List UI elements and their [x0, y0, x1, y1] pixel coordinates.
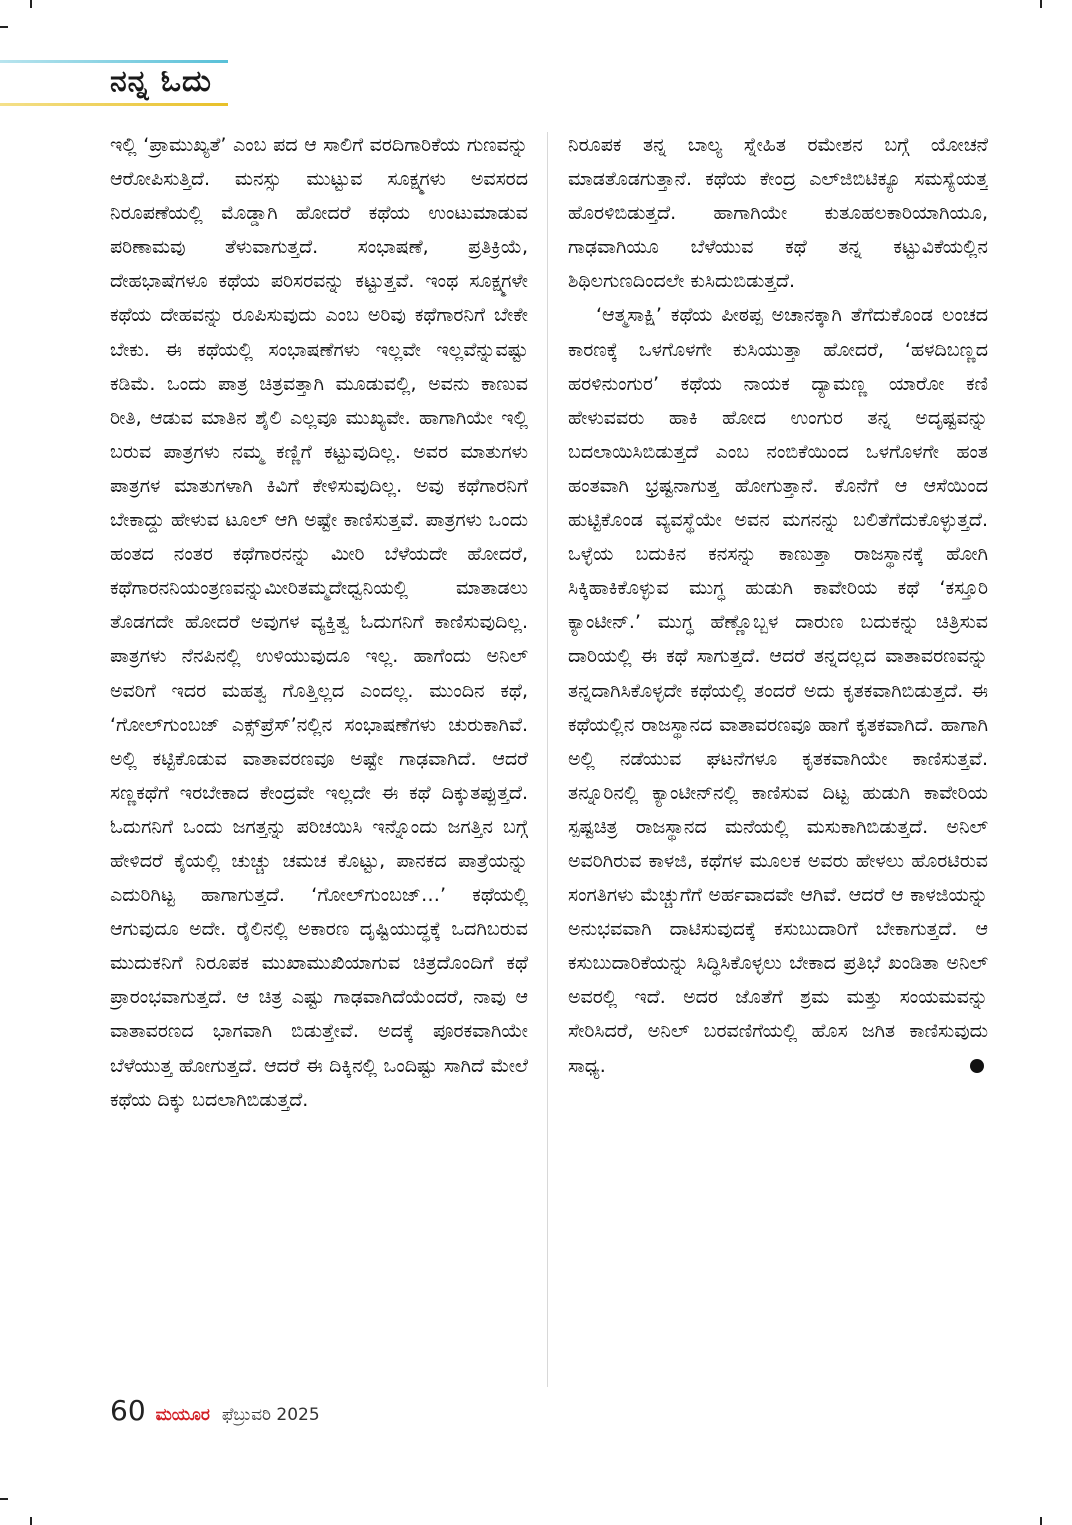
- issue-date: ಫೆಬ್ರುವರಿ 2025: [221, 1405, 320, 1425]
- crop-mark: [0, 1498, 8, 1500]
- end-mark-icon: [970, 1059, 984, 1073]
- article-paragraph-text: ‘ಆತ್ಮಸಾಕ್ಷಿ’ ಕಥೆಯ ಪೀಠಪ್ಪ ಅಚಾನಕ್ಕಾಗಿ ತೆಗೆದುಕೊಂಡ ಲಂಚದ ಕಾರಣಕ್ಕೆ ಒಳಗೊಳಗೇ ಕುಸಿಯುತ್ತಾ ಹೋದರೆ, ‘ಹಳದಿಬಣ್ಣದ ಹರಳಿನುಂಗುರ’ ಕಥೆಯ ನಾಯಕ ದ್ಯಾಮಣ್ಣ ಯಾರೋ ಕಣಿ ಹೇಳುವವರು ಹಾಕಿ ಹೋದ ಉಂಗುರ ತನ್ನ ಅದೃಷ್ಟವನ್ನು ಬದಲಾಯಿಸಿಬಿಡುತ್ತದೆ ಎಂಬ ನಂಬಿಕೆಯಿಂದ ಒಳಗೊಳಗೇ ಹಂತ ಹಂತವಾಗಿ ಭ್ರಷ್ಟನಾಗುತ್ತ ಹೋಗುತ್ತಾನೆ. ಕೊನೆಗೆ ಆ ಆಸೆಯಿಂದ ಹುಟ್ಟಿಕೊಂಡ ವ್ಯವಸ್ಥೆಯೇ ಅವನ ಮಗನನ್ನು ಬಲಿತೆಗೆದುಕೊಳ್ಳುತ್ತದೆ. ಒಳ್ಳೆಯ ಬದುಕಿನ ಕನಸನ್ನು ಕಾಣುತ್ತಾ ರಾಜಸ್ಥಾನಕ್ಕೆ ಹೋಗಿ ಸಿಕ್ಕಿಹಾಕಿಕೊಳ್ಳುವ ಮುಗ್ಧ ಹುಡುಗಿ ಕಾವೇರಿಯ ಕಥೆ ‘ಕಸ್ತೂರಿ ಕ್ಯಾಂಟೀನ್.’ ಮುಗ್ಧ ಹೆಣ್ಣೊಬ್ಬಳ ದಾರುಣ ಬದುಕನ್ನು ಚಿತ್ರಿಸುವ ದಾರಿಯಲ್ಲಿ ಈ ಕಥೆ ಸಾಗುತ್ತದೆ. ಆದರೆ ತನ್ನದಲ್ಲದ ವಾತಾವರಣವನ್ನು ತನ್ನದಾಗಿಸಿಕೊಳ್ಳದೇ ಕಥೆಯಲ್ಲಿ ತಂದರೆ ಅದು ಕೃತಕವಾಗಿಬಿಡುತ್ತದೆ. ಈ ಕಥೆಯಲ್ಲಿನ ರಾಜಸ್ಥಾನದ ವಾತಾವರಣವೂ ಹಾಗೆ ಕೃತಕವಾಗಿದೆ. ಹಾಗಾಗಿ ಅಲ್ಲಿ ನಡೆಯುವ ಘಟನೆಗಳೂ ಕೃತಕವಾಗಿಯೇ ಕಾಣಿಸುತ್ತವೆ. ತನ್ನೂರಿನಲ್ಲಿ ಕ್ಯಾಂಟೀನ್‌ನಲ್ಲಿ ಕಾಣಿಸುವ ದಿಟ್ಟ ಹುಡುಗಿ ಕಾವೇರಿಯ ಸ್ಪಷ್ಟಚಿತ್ರ ರಾಜಸ್ಥಾನದ ಮನೆಯಲ್ಲಿ ಮಸುಕಾಗಿಬಿಡುತ್ತದೆ. ಅನಿಲ್ ಅವರಿಗಿರುವ ಕಾಳಜಿ, ಕಥೆಗಳ ಮೂಲಕ ಅವರು ಹೇಳಲು ಹೊರಟಿರುವ ಸಂಗತಿಗಳು ಮೆಚ್ಚುಗೆಗೆ ಅರ್ಹವಾದವೇ ಆಗಿವೆ. ಆದರೆ ಆ ಕಾಳಜಿಯನ್ನು ಅನುಭವವಾಗಿ ದಾಟಿಸುವುದಕ್ಕೆ ಕಸುಬುದಾರಿಗೆ ಬೇಕಾಗುತ್ತದೆ. ಆ ಕಸುಬುದಾರಿಕೆಯನ್ನು ಸಿದ್ಧಿಸಿಕೊಳ್ಳಲು ಬೇಕಾದ ಪ್ರತಿಭೆ ಖಂಡಿತಾ ಅನಿಲ್ ಅವರಲ್ಲಿ ಇದೆ. ಅದರ ಜೊತೆಗೆ ಶ್ರಮ ಮತ್ತು ಸಂಯಮವನ್ನು ಸೇರಿಸಿದರೆ, ಅನಿಲ್ ಬರವಣಿಗೆಯಲ್ಲಿ ಹೊಸ ಜಗಿತ ಕಾಣಿಸುವುದು ಸಾಧ್ಯ.: [568, 304, 988, 1077]
- article-column-left: [110, 128, 528, 1388]
- page-number: 60: [110, 1394, 146, 1427]
- crop-mark: [0, 26, 8, 28]
- crop-mark: [1040, 0, 1042, 8]
- article-column-right: [568, 128, 988, 1388]
- crop-mark: [30, 1517, 32, 1525]
- article-paragraph: ನಿರೂಪಕ ತನ್ನ ಬಾಲ್ಯ ಸ್ನೇಹಿತ ರಮೇಶನ ಬಗ್ಗೆ ಯೋಚನೆ ಮಾಡತೊಡಗುತ್ತಾನೆ. ಕಥೆಯ ಕೇಂದ್ರ ಎಲ್‌ಜಿಬಿಟಿಕ್ಯೂ ಸಮಸ್ಯೆಯತ್ತ ಹೊರಳಿಬಿಡುತ್ತದೆ. ಹಾಗಾಗಿಯೇ ಕುತೂಹಲಕಾರಿಯಾಗಿಯೂ, ಗಾಢವಾಗಿಯೂ ಬೆಳೆಯುವ ಕಥೆ ತನ್ನ ಕಟ್ಟುವಿಕೆಯಲ್ಲಿನ ಶಿಥಿಲಗುಣದಿಂದಲೇ ಕುಸಿದುಬಿಡುತ್ತದೆ.: [568, 134, 988, 293]
- magazine-logo: ಮಯೂರ: [155, 1405, 210, 1425]
- header-rule-bottom: [0, 103, 228, 106]
- header-rule-top: [0, 60, 228, 63]
- article-paragraph: [568, 298, 988, 1082]
- column-divider: [547, 132, 548, 1387]
- page-footer: [110, 1394, 320, 1426]
- article-paragraph: ಇಲ್ಲಿ ‘ಪ್ರಾಮುಖ್ಯತೆ’ ಎಂಬ ಪದ ಆ ಸಾಲಿಗೆ ವರದಿಗಾರಿಕೆಯ ಗುಣವನ್ನು ಆರೋಪಿಸುತ್ತಿದೆ. ಮನಸ್ಸು ಮುಟ್ಟುವ ಸೂಕ್ಷ್ಮಗಳು ಅವಸರದ ನಿರೂಪಣೆಯಲ್ಲಿ ಮೊಡ್ಡಾಗಿ ಹೋದರೆ ಕಥೆಯ ಉಂಟುಮಾಡುವ ಪರಿಣಾಮವು ತೆಳುವಾಗುತ್ತದೆ. ಸಂಭಾಷಣೆ, ಪ್ರತಿಕ್ರಿಯೆ, ದೇಹಭಾಷೆಗಳೂ ಕಥೆಯ ಪರಿಸರವನ್ನು ಕಟ್ಟುತ್ತವೆ. ಇಂಥ ಸೂಕ್ಷ್ಮಗಳೇ ಕಥೆಯ ದೇಹವನ್ನು ರೂಪಿಸುವುದು ಎಂಬ ಅರಿವು ಕಥೆಗಾರನಿಗೆ ಬೇಕೇ ಬೇಕು. ಈ ಕಥೆಯಲ್ಲಿ ಸಂಭಾಷಣೆಗಳು ಇಲ್ಲವೇ ಇಲ್ಲವೆನ್ನುವಷ್ಟು ಕಡಿಮೆ. ಒಂದು ಪಾತ್ರ ಚಿತ್ರವತ್ತಾಗಿ ಮೂಡುವಲ್ಲಿ, ಅವನು ಕಾಣುವ ರೀತಿ, ಆಡುವ ಮಾತಿನ ಶೈಲಿ ಎಲ್ಲವೂ ಮುಖ್ಯವೇ. ಹಾಗಾಗಿಯೇ ಇಲ್ಲಿ ಬರುವ ಪಾತ್ರಗಳು ನಮ್ಮ ಕಣ್ಣಿಗೆ ಕಟ್ಟುವುದಿಲ್ಲ. ಅವರ ಮಾತುಗಳು ಪಾತ್ರಗಳ ಮಾತುಗಳಾಗಿ ಕಿವಿಗೆ ಕೇಳಿಸುವುದಿಲ್ಲ. ಅವು ಕಥೆಗಾರನಿಗೆ ಬೇಕಾದ್ದು ಹೇಳುವ ಟೂಲ್ ಆಗಿ ಅಷ್ಟೇ ಕಾಣಿಸುತ್ತವೆ. ಪಾತ್ರಗಳು ಒಂದು ಹಂತದ ನಂತರ ಕಥೆಗಾರನನ್ನು ಮೀರಿ ಬೆಳೆಯದೇ ಹೋದರೆ, ಕಥೆಗಾರನನಿಯಂತ್ರಣವನ್ನುಮೀರಿತಮ್ಮದೇಧ್ವನಿಯಲ್ಲಿ ಮಾತಾಡಲು ತೊಡಗದೇ ಹೋದರೆ ಅವುಗಳ ವ್ಯಕ್ತಿತ್ವ ಓದುಗನಿಗೆ ಕಾಣಿಸುವುದಿಲ್ಲ. ಪಾತ್ರಗಳು ನೆನಪಿನಲ್ಲಿ ಉಳಿಯುವುದೂ ಇಲ್ಲ. ಹಾಗೆಂದು ಅನಿಲ್ ಅವರಿಗೆ ಇದರ ಮಹತ್ವ ಗೊತ್ತಿಲ್ಲದ ಎಂದಲ್ಲ. ಮುಂದಿನ ಕಥೆ, ‘ಗೋಲ್‌ಗುಂಬಜ್ ಎಕ್ಸ್‌ಪ್ರೆಸ್’ನಲ್ಲಿನ ಸಂಭಾಷಣೆಗಳು ಚುರುಕಾಗಿವೆ. ಅಲ್ಲಿ ಕಟ್ಟಿಕೊಡುವ ವಾತಾವರಣವೂ ಅಷ್ಟೇ ಗಾಢವಾಗಿದೆ. ಆದರೆ ಸಣ್ಣಕಥೆಗೆ ಇರಬೇಕಾದ ಕೇಂದ್ರವೇ ಇಲ್ಲದೇ ಈ ಕಥೆ ದಿಕ್ಕುತಪ್ಪುತ್ತದೆ. ಓದುಗನಿಗೆ ಒಂದು ಜಗತ್ತನ್ನು ಪರಿಚಯಿಸಿ ಇನ್ನೊಂದು ಜಗತ್ತಿನ ಬಗ್ಗೆ ಹೇಳಿದರೆ ಕೈಯಲ್ಲಿ ಚುಚ್ಚು ಚಮಚ ಕೊಟ್ಟು, ಪಾನಕದ ಪಾತ್ರೆಯನ್ನು ಎದುರಿಗಿಟ್ಟ ಹಾಗಾಗುತ್ತದೆ. ‘ಗೋಲ್‌ಗುಂಬಜ್…’ ಕಥೆಯಲ್ಲಿ ಆಗುವುದೂ ಅದೇ. ರೈಲಿನಲ್ಲಿ ಅಕಾರಣ ದೃಷ್ಟಿಯುದ್ಧಕ್ಕೆ ಒದಗಿಬರುವ ಮುದುಕನಿಗೆ ನಿರೂಪಕ ಮುಖಾಮುಖಿಯಾಗುವ ಚಿತ್ರದೊಂದಿಗೆ ಕಥೆ ಪ್ರಾರಂಭವಾಗುತ್ತದೆ. ಆ ಚಿತ್ರ ಎಷ್ಟು ಗಾಢವಾಗಿದೆಯೆಂದರೆ, ನಾವು ಆ ವಾತಾವರಣದ ಭಾಗವಾಗಿ ಬಿಡುತ್ತೇವೆ. ಅದಕ್ಕೆ ಪೂರಕವಾಗಿಯೇ ಬೆಳೆಯುತ್ತ ಹೋಗುತ್ತದೆ. ಆದರೆ ಈ ದಿಕ್ಕಿನಲ್ಲಿ ಒಂದಿಷ್ಟು ಸಾಗಿದೆ ಮೇಲೆ ಕಥೆಯ ದಿಕ್ಕು ಬದಲಾಗಿಬಿಡುತ್ತದೆ.: [110, 134, 528, 1111]
- crop-mark: [30, 0, 32, 8]
- section-title: ನನ್ನ ಓದು: [110, 64, 212, 99]
- crop-mark: [1040, 1517, 1042, 1525]
